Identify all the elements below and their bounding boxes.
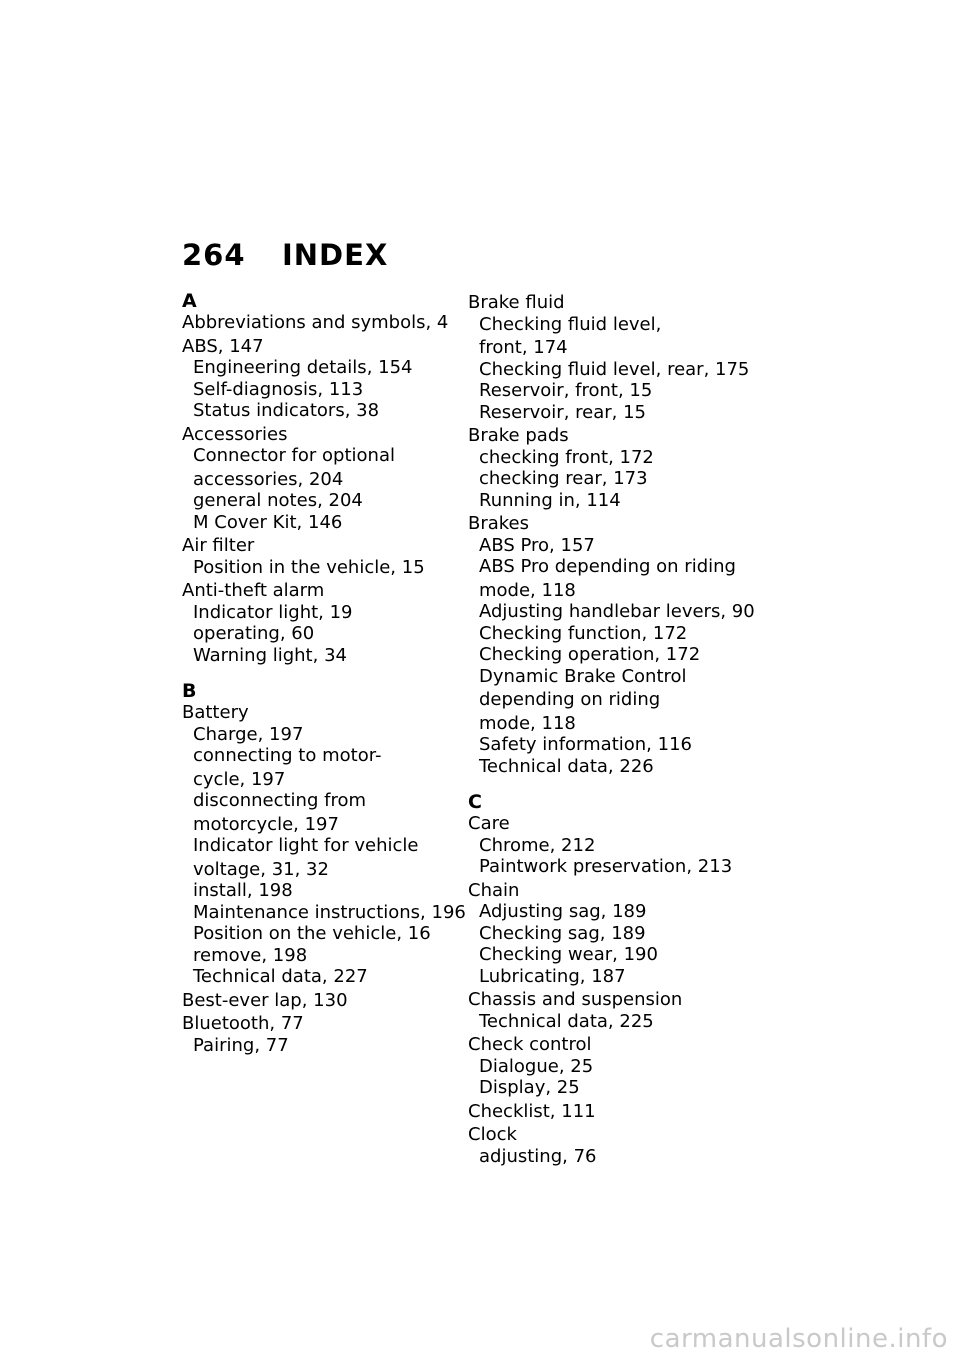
index-subentry	[182, 357, 472, 379]
index-subentry	[468, 468, 758, 490]
index-letter-heading: C	[468, 791, 482, 813]
index-subentry-text: Technical data, 226	[479, 755, 654, 777]
index-subentry-text: Chrome, 212	[479, 834, 596, 856]
index-subentry-text: adjusting, 76	[479, 1145, 597, 1167]
index-subentry	[182, 923, 472, 945]
page-header	[182, 238, 388, 272]
index-subentry-text: checking rear, 173	[479, 468, 648, 489]
index-subentry-text: connecting to motor-	[193, 745, 382, 766]
index-subentry	[182, 490, 472, 512]
index-entry: Check control	[468, 1034, 592, 1055]
index-subentry	[182, 623, 472, 645]
index-subentry	[468, 1077, 758, 1099]
index-subentry-text: Adjusting handlebar levers, 90	[479, 601, 755, 622]
index-subentry	[468, 756, 758, 778]
index-entry: ABS, 147	[182, 335, 264, 357]
index-subentry	[182, 602, 472, 624]
index-subentry-text: general notes, 204	[193, 490, 363, 511]
index-subentry-text: Checking function, 172	[479, 622, 688, 644]
watermark: carmanualsonline.info	[649, 1324, 948, 1354]
index-subentry	[182, 400, 472, 422]
index-entry: Chassis and suspension	[468, 989, 683, 1010]
index-subentry-continuation: depending on riding	[479, 689, 661, 710]
index-subentry-text: remove, 198	[193, 944, 308, 966]
index-entry: Accessories	[182, 423, 288, 445]
index-subentry-continuation: voltage, 31, 32	[193, 858, 329, 880]
index-entry: Care	[468, 813, 510, 834]
index-subentry-text: Indicator light for vehicle	[193, 835, 419, 856]
index-subentry-text: Lubricating, 187	[479, 965, 626, 987]
index-entry: Chain	[468, 879, 520, 901]
index-subentry-continuation: cycle, 197	[193, 768, 286, 790]
index-subentry-text: Engineering details, 154	[193, 357, 413, 378]
index-subentry-text: Paintwork preservation, 213	[479, 856, 733, 877]
page-number: 264	[182, 238, 246, 272]
index-column-right	[468, 292, 758, 1167]
index-subentry	[182, 379, 472, 401]
index-subentry-text: Display, 25	[479, 1077, 580, 1098]
index-subentry	[182, 445, 472, 490]
index-entry: Best-ever lap, 130	[182, 989, 348, 1011]
index-subentry-text: Dynamic Brake Control	[479, 665, 687, 687]
index-subentry-text: M Cover Kit, 146	[193, 511, 343, 533]
index-subentry	[468, 1011, 758, 1033]
index-subentry	[182, 790, 472, 835]
index-subentry	[468, 535, 758, 557]
index-subentry-text: Connector for optional	[193, 445, 395, 466]
index-subentry-text: Technical data, 225	[479, 1010, 654, 1032]
index-subentry-text: Checking operation, 172	[479, 644, 701, 665]
index-subentry-continuation: mode, 118	[479, 579, 576, 601]
index-subentry-text: Self-diagnosis, 113	[193, 378, 364, 400]
index-subentry-text: Charge, 197	[193, 723, 304, 745]
index-subentry-text: disconnecting from	[193, 790, 367, 811]
index-subentry-continuation: mode, 118	[479, 712, 576, 734]
index-subentry	[468, 359, 758, 381]
index-subentry	[468, 601, 758, 623]
index-subentry-text: Position in the vehicle, 15	[193, 556, 425, 578]
index-subentry-text: Checking wear, 190	[479, 944, 658, 965]
index-subentry-text: Reservoir, rear, 15	[479, 401, 646, 423]
index-entry: Brakes	[468, 513, 530, 534]
index-subentry	[468, 314, 758, 359]
index-entry: Brake pads	[468, 425, 569, 446]
index-subentry	[468, 380, 758, 402]
index-subentry-text: Reservoir, front, 15	[479, 380, 653, 401]
index-subentry-text: Technical data, 227	[193, 966, 368, 987]
index-subentry	[182, 880, 472, 902]
index-subentry	[182, 1035, 472, 1057]
index-subentry	[468, 402, 758, 424]
page-title: INDEX	[282, 238, 389, 272]
index-subentry	[182, 745, 472, 790]
index-subentry	[468, 944, 758, 966]
index-subentry-continuation: motorcycle, 197	[193, 813, 339, 835]
index-subentry-text: Checking fluid level,	[479, 313, 662, 335]
index-subentry	[182, 902, 472, 924]
index-subentry-text: Warning light, 34	[193, 644, 347, 666]
index-subentry-text: Adjusting sag, 189	[479, 901, 647, 922]
index-subentry-text: operating, 60	[193, 623, 315, 644]
index-subentry-text: Checking fluid level, rear, 175	[479, 358, 750, 380]
index-subentry-text: ABS Pro depending on riding	[479, 556, 736, 577]
index-subentry	[182, 724, 472, 746]
index-subentry	[468, 966, 758, 988]
index-subentry	[468, 666, 758, 735]
index-subentry-text: Dialogue, 25	[479, 1055, 594, 1077]
index-subentry	[468, 1056, 758, 1078]
index-subentry	[468, 490, 758, 512]
index-subentry	[468, 644, 758, 666]
index-subentry	[182, 966, 472, 988]
index-subentry-text: Maintenance instructions, 196	[193, 901, 466, 923]
index-entry: Anti-theft alarm	[182, 580, 325, 601]
index-subentry-text: ABS Pro, 157	[479, 534, 595, 556]
index-subentry-text: Pairing, 77	[193, 1034, 289, 1056]
index-subentry	[468, 734, 758, 756]
index-entry: Battery	[182, 702, 249, 723]
index-subentry-text: install, 198	[193, 880, 293, 901]
index-entry: Clock	[468, 1124, 517, 1145]
index-subentry	[468, 923, 758, 945]
index-subentry	[182, 557, 472, 579]
index-subentry-continuation: accessories, 204	[193, 468, 344, 490]
index-entry: Air filter	[182, 535, 255, 556]
index-subentry	[468, 856, 758, 878]
index-subentry	[182, 835, 472, 880]
index-subentry-text: Position on the vehicle, 16	[193, 923, 431, 944]
index-subentry	[182, 512, 472, 534]
index-subentry	[468, 1146, 758, 1168]
index-subentry	[468, 556, 758, 601]
index-subentry-text: Status indicators, 38	[193, 400, 380, 421]
index-subentry	[468, 447, 758, 469]
index-entry: Checklist, 111	[468, 1100, 596, 1122]
index-subentry-continuation: front, 174	[479, 337, 568, 358]
index-entry: Brake fluid	[468, 292, 565, 313]
index-subentry	[468, 623, 758, 645]
index-entry: Bluetooth, 77	[182, 1013, 304, 1034]
index-entry: Abbreviations and symbols, 4	[182, 312, 449, 333]
index-subentry-text: Running in, 114	[479, 489, 621, 511]
index-subentry	[468, 835, 758, 857]
index-letter-heading: B	[182, 680, 197, 702]
index-subentry	[468, 901, 758, 923]
index-subentry-text: Indicator light, 19	[193, 601, 353, 623]
index-column-left	[182, 292, 472, 1056]
index-subentry	[182, 645, 472, 667]
index-subentry-text: Checking sag, 189	[479, 922, 646, 944]
index-subentry-text: Safety information, 116	[479, 734, 692, 755]
index-letter-heading: A	[182, 290, 197, 312]
index-subentry-text: checking front, 172	[479, 446, 654, 468]
index-subentry	[182, 945, 472, 967]
